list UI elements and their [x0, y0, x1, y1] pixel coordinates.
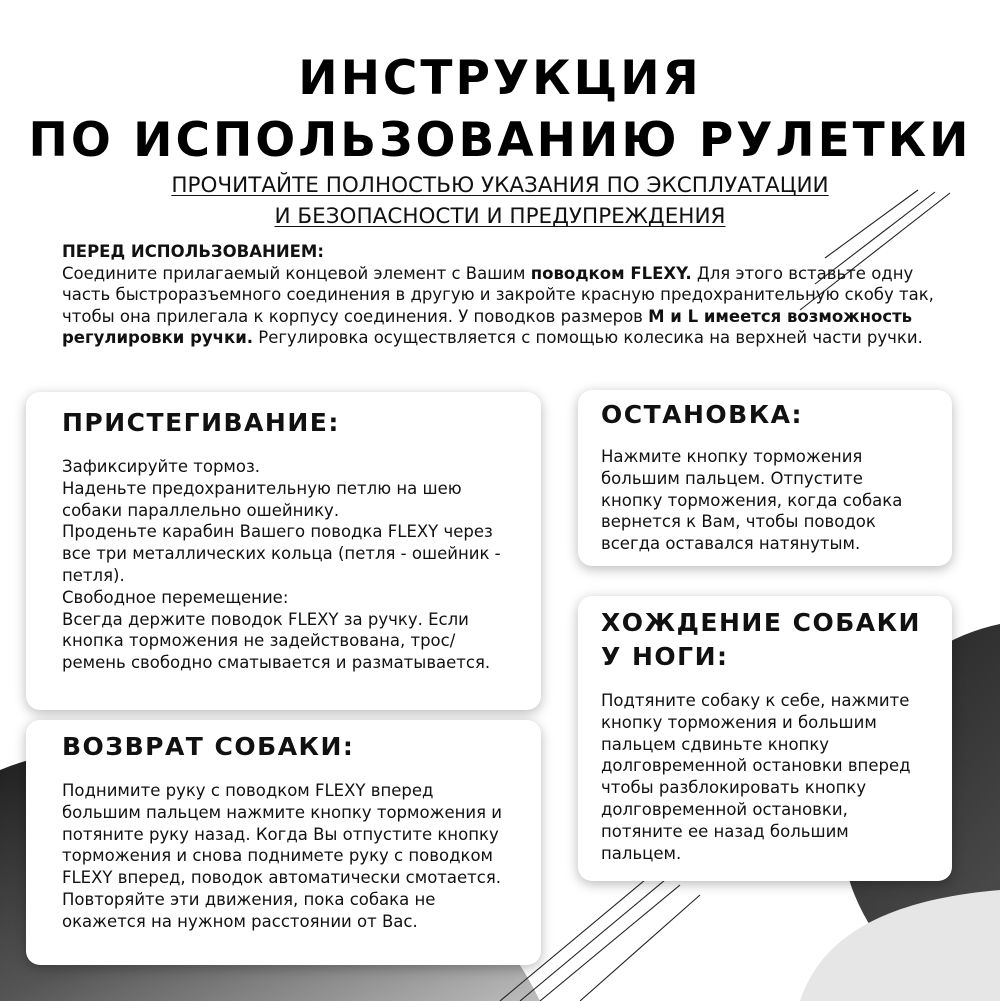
return-title: ВОЗВРАТ СОБАКИ: [62, 732, 355, 761]
page-title [0, 48, 1000, 172]
intro-text-2: Для этого вставьте одну часть быстроразъемного соединения в другую и закройте красную предохранительную скобу так, чтобы она прилегала к корпусу соединения. У поводков размеров [62, 263, 934, 326]
subtitle-line-2: И БЕЗОПАСНОСТИ И ПРЕДУПРЕЖДЕНИЯ [274, 204, 726, 229]
heel-body: Подтяните собаку к себе, нажмите кнопку торможения и большим пальцем сдвиньте кнопку долговременной остановки вперед чтобы разблокировать кнопку долговременной остановки, потяните ее назад большим пальцем. [601, 691, 911, 863]
intro-section [62, 241, 942, 349]
return-card [26, 720, 541, 965]
heel-title-line-1: ХОЖДЕНИЕ СОБАКИ [601, 608, 921, 637]
stop-body: Нажмите кнопку торможения большим пальцем. Отпустите кнопку торможения, когда собака вернется к Вам, чтобы поводок всегда оставался натянутым. [601, 447, 903, 554]
heel-title-line-2: У НОГИ: [601, 642, 729, 671]
subtitle-line-1: ПРОЧИТАЙТЕ ПОЛНОСТЬЮ УКАЗАНИЯ ПО ЭКСПЛУАТАЦИИ [171, 173, 829, 198]
stop-card [578, 390, 952, 566]
intro-text-3: Регулировка осуществляется с помощью колесика на верхней части ручки. [253, 328, 923, 347]
return-body: Поднимите руку с поводком FLEXY вперед большим пальцем нажмите кнопку торможения и потяните руку назад. Когда Вы отпустите кнопку торможения и снова поднимете руку с поводком FLEXY вперед, поводок автоматически смотается. Повторяйте эти движения, пока собака не окажется на нужном расстоянии от Вас. [62, 781, 502, 931]
intro-bold-2: M и L имеется возможность регулировки ручки. [62, 306, 913, 347]
intro-bold-1: поводком FLEXY. [530, 263, 692, 283]
heel-card [578, 596, 952, 881]
title-line-1: ИНСТРУКЦИЯ [298, 51, 702, 106]
attach-card [26, 392, 541, 710]
intro-text-1: Соедините прилагаемый концевой элемент с Вашим [62, 263, 531, 283]
attach-title: ПРИСТЕГИВАНИЕ: [62, 408, 340, 437]
heel-title [601, 606, 929, 674]
title-line-2: ПО ИСПОЛЬЗОВАНИЮ РУЛЕТКИ [28, 113, 972, 168]
intro-heading: ПЕРЕД ИСПОЛЬЗОВАНИЕМ: [62, 242, 324, 261]
attach-body: Зафиксируйте тормоз. Наденьте предохранительную петлю на шею собаки параллельно ошейнику. Проденьте карабин Вашего поводка FLEXY через все три металлических кольца (петля - ошейник - петля). Свободное перемещение: Всегда держите поводок FLEXY за ручку. Если кнопка торможения не задействована, трос/ ремень свободно сматывается и разматывается. [62, 457, 501, 673]
subtitle [0, 170, 1000, 232]
stop-title: ОСТАНОВКА: [601, 400, 804, 429]
